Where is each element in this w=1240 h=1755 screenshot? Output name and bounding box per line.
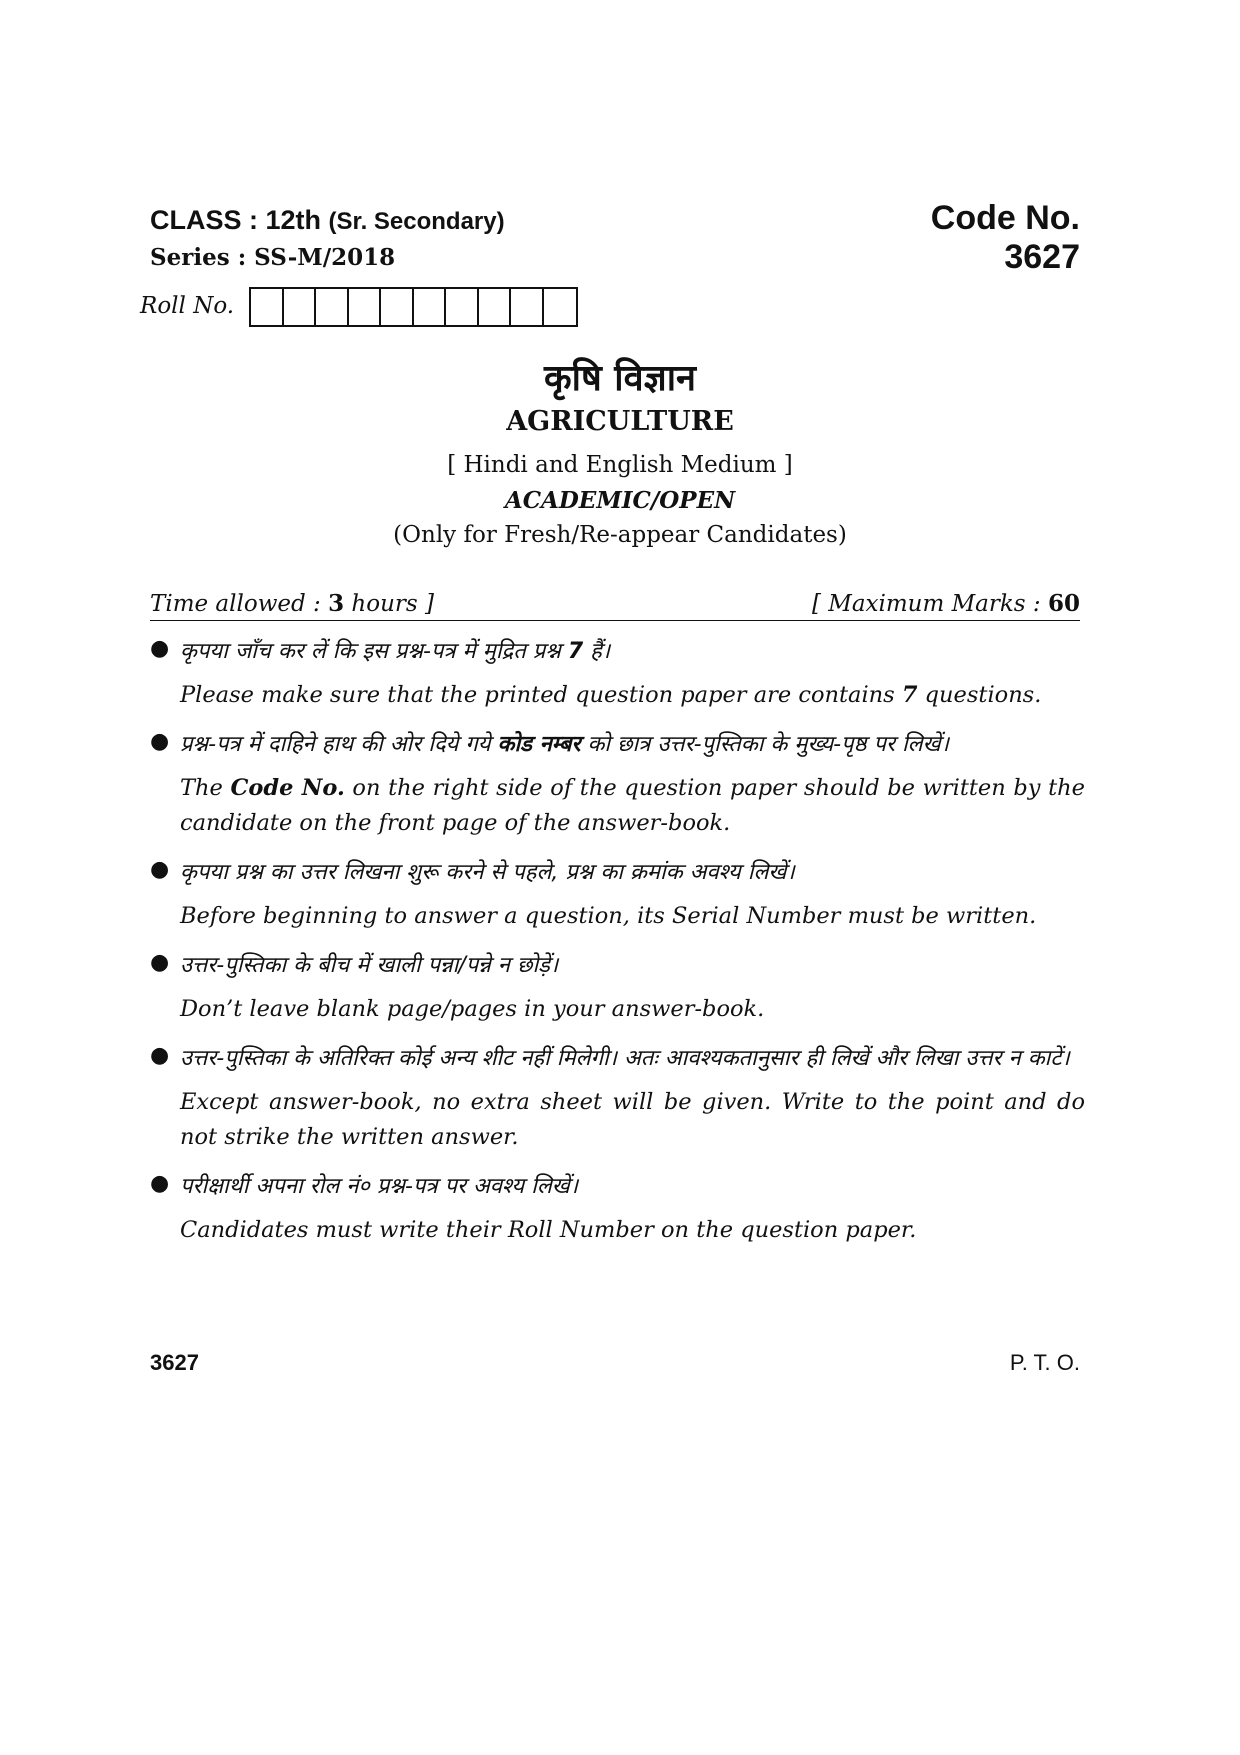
roll-digit-box[interactable] [544,289,577,325]
instruction-english: Don’t leave blank page/pages in your answer-book. [180,996,765,1022]
roll-number-boxes[interactable] [249,287,578,327]
subject-title-english: AGRICULTURE [506,406,734,437]
roll-digit-box[interactable] [251,289,284,325]
instruction-hindi: प्रश्न-पत्र में दाहिने हाथ की ओर दिये गये कोड नम्बर को छात्र उत्तर-पुस्तिका के मुख्य-पृष्ठ पर लिखें। [180,732,949,757]
page-turn-over: P. T. O. [1009,1350,1080,1375]
bullet-icon: ● [150,729,170,754]
marks-value: 60 [1047,590,1080,617]
time-value: 3 [328,590,345,617]
code-number: Code No. 3627 [930,199,1080,276]
instruction-item [150,948,1085,1027]
roll-digit-box[interactable] [349,289,382,325]
candidates-note: (Only for Fresh/Re-appear Candidates) [393,522,847,548]
series-label: Series : SS-M/2018 [150,244,396,271]
bullet-icon: ● [150,950,170,975]
bullet-icon: ● [150,1043,170,1068]
roll-digit-box[interactable] [511,289,544,325]
academic-open-label: ACADEMIC/OPEN [504,487,736,514]
instruction-english: Candidates must write their Roll Number on the question paper. [180,1217,917,1243]
roll-number-label: Roll No. [140,293,235,319]
medium-note: [ Hindi and English Medium ] [447,452,793,478]
roll-digit-box[interactable] [479,289,512,325]
instruction-item [150,855,1085,934]
time-allowed: Time allowed : 3 hours ] [150,590,434,617]
roll-digit-box[interactable] [284,289,317,325]
maximum-marks: [ Maximum Marks : 60 [811,590,1080,617]
instruction-hindi: कृपया प्रश्न का उत्तर लिखना शुरू करने से पहले, प्रश्न का क्रमांक अवश्य लिखें। [180,860,795,885]
class-heading [150,205,505,236]
roll-digit-box[interactable] [316,289,349,325]
roll-digit-box[interactable] [381,289,414,325]
instruction-english: The Code No. on the right side of the question paper should be written by the candidate on the front page of the answer-book. [180,775,1085,836]
bullet-icon: ● [150,1171,170,1196]
instruction-english: Before beginning to answer a question, its Serial Number must be written. [180,903,1037,929]
instruction-item [150,1169,1085,1248]
instruction-item [150,1041,1085,1155]
instruction-hindi: कृपया जाँच कर लें कि इस प्रश्न-पत्र में मुद्रित प्रश्न 7 हैं। [180,639,611,664]
header-divider [150,620,1080,621]
instructions-list [150,634,1085,1262]
instruction-hindi: परीक्षार्थी अपना रोल नं० प्रश्न-पत्र पर अवश्य लिखें। [180,1174,579,1199]
class-prefix: CLASS : 12th [150,205,322,235]
roll-digit-box[interactable] [414,289,447,325]
roll-digit-box[interactable] [446,289,479,325]
bullet-icon: ● [150,857,170,882]
instruction-hindi: उत्तर-पुस्तिका के बीच में खाली पन्ना/पन्ने न छोड़ें। [180,953,559,978]
instruction-item [150,727,1085,841]
instruction-english: Except answer-book, no extra sheet will be given. Write to the point and do not strike the written answer. [180,1089,1085,1150]
class-suffix: (Sr. Secondary) [328,208,505,235]
instruction-hindi: उत्तर-पुस्तिका के अतिरिक्त कोई अन्य शीट नहीं मिलेगी। अतः आवश्यकतानुसार ही लिखें और लिखा उत्तर न काटें। [180,1046,1070,1071]
footer-code: 3627 [150,1350,199,1375]
subject-title-hindi: कृषि विज्ञान [543,358,697,399]
bullet-icon: ● [150,636,170,661]
instruction-english: Please make sure that the printed question paper are contains 7 questions. [180,682,1042,708]
instruction-item [150,634,1085,713]
